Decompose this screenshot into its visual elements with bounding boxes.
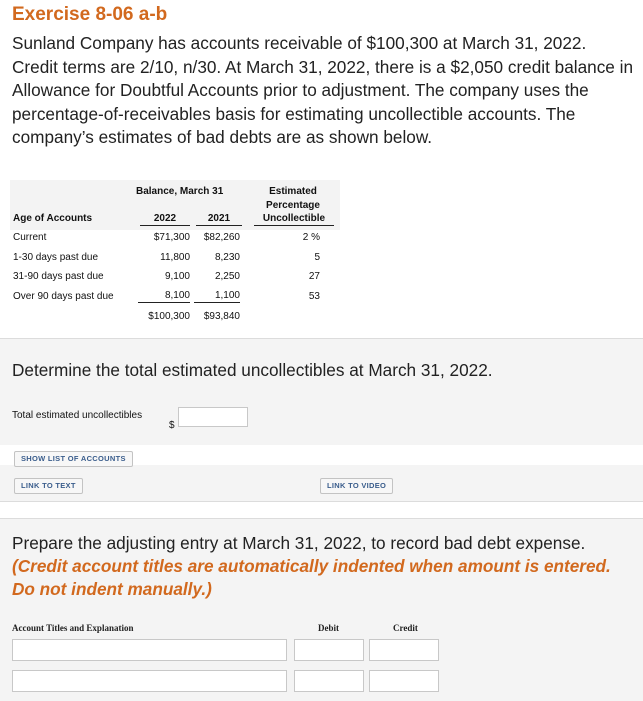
part-a-panel bbox=[0, 338, 643, 502]
debit-input[interactable] bbox=[294, 670, 364, 692]
balance-2021: 8,230 bbox=[214, 252, 240, 263]
link-to-video-button[interactable]: LINK TO VIDEO bbox=[320, 478, 393, 494]
link-to-text-button[interactable]: LINK TO TEXT bbox=[14, 478, 83, 494]
debit-header: Debit bbox=[318, 623, 339, 633]
balance-march-31-header: Balance, March 31 bbox=[136, 186, 224, 197]
balance-2022: 11,800 bbox=[160, 252, 190, 263]
part-b-question bbox=[12, 532, 627, 601]
credit-input[interactable] bbox=[369, 670, 439, 692]
credit-header: Credit bbox=[393, 623, 418, 633]
percent-uncollectible: 5 bbox=[314, 252, 320, 263]
aging-schedule-table bbox=[10, 180, 340, 328]
age-label: Current bbox=[13, 232, 47, 243]
percent-uncollectible: 53 bbox=[308, 291, 320, 302]
age-label: 1-30 days past due bbox=[13, 252, 99, 263]
col-2022-header: 2022 bbox=[140, 213, 190, 226]
balance-2021: 2,250 bbox=[214, 271, 240, 282]
col-2021-header: 2021 bbox=[196, 213, 242, 226]
exercise-title: Exercise 8-06 a-b bbox=[12, 4, 168, 25]
total-estimated-label: Total estimated uncollectibles bbox=[12, 410, 143, 421]
percent-uncollectible: 27 bbox=[308, 271, 320, 282]
balance-2022: $71,300 bbox=[153, 232, 190, 243]
balance-2021: 1,100 bbox=[194, 290, 240, 303]
balance-2021: $82,260 bbox=[203, 232, 240, 243]
part-b-instruction: (Credit account titles are automatically indented when amount is entered. Do not indent manually.) bbox=[12, 556, 611, 599]
estimated-header-line1: Estimated bbox=[269, 186, 317, 197]
show-list-of-accounts-button[interactable]: SHOW LIST OF ACCOUNTS bbox=[14, 451, 133, 467]
estimated-header-line3: Uncollectible bbox=[254, 213, 334, 226]
total-2022: $100,300 bbox=[148, 311, 190, 322]
currency-symbol: $ bbox=[169, 420, 175, 431]
account-titles-header: Account Titles and Explanation bbox=[12, 623, 134, 633]
total-2021: $93,840 bbox=[203, 311, 240, 322]
estimated-header-line2: Percentage bbox=[266, 200, 320, 211]
age-of-accounts-header: Age of Accounts bbox=[13, 213, 93, 224]
total-estimated-input[interactable] bbox=[178, 407, 248, 427]
part-b-question-text: Prepare the adjusting entry at March 31, 2022, to record bad debt expense. bbox=[12, 533, 586, 553]
age-label: Over 90 days past due bbox=[13, 291, 114, 302]
age-label: 31-90 days past due bbox=[13, 271, 104, 282]
part-a-question: Determine the total estimated uncollectibles at March 31, 2022. bbox=[12, 360, 493, 380]
problem-statement: Sunland Company has accounts receivable of $100,300 at March 31, 2022. Credit terms are 2/10, n/30. At March 31, 2022, there is a $2,050 credit balance in Allowance for Doubtful Accounts prior to adjustment. The company uses the percentage-of-receivables basis for estimating uncollectible accounts. The company’s estimates of bad debts are as shown below. bbox=[12, 33, 634, 147]
part-b-panel bbox=[0, 518, 643, 701]
debit-input[interactable] bbox=[294, 639, 364, 661]
credit-input[interactable] bbox=[369, 639, 439, 661]
balance-2022: 8,100 bbox=[138, 290, 190, 303]
balance-2022: 9,100 bbox=[164, 271, 190, 282]
account-title-input[interactable] bbox=[12, 639, 287, 661]
percent-uncollectible: 2 % bbox=[302, 232, 320, 243]
account-title-input[interactable] bbox=[12, 670, 287, 692]
